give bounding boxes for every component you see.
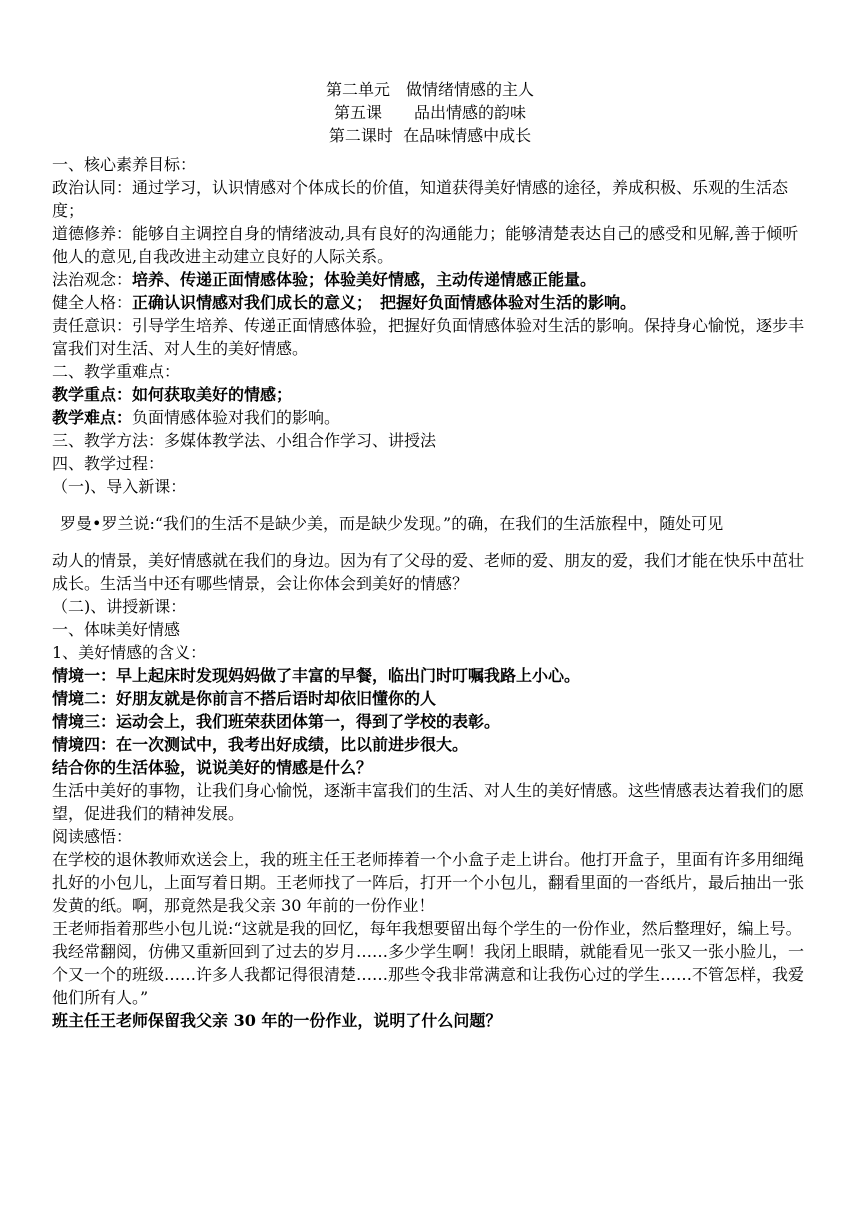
- goal-fazhi: [52, 268, 812, 291]
- answer-paragraph: 生活中美好的事物，让我们身心愉悦，逐渐丰富我们的生活、对人生的美好情感。这些情感表达着我们的愿望，促进我们的精神发展。: [52, 781, 805, 823]
- goal-label: 责任意识：: [52, 316, 133, 335]
- unit-title: 第二单元 做情绪情感的主人: [325, 80, 534, 99]
- goal-label: 健全人格：: [52, 293, 133, 312]
- difficult-text: 负面情感体验对我们的影响。: [132, 408, 341, 427]
- subsection-heading: 1、美好情感的含义：: [52, 643, 207, 662]
- goal-label: 法治观念：: [52, 270, 133, 289]
- goal-text: 引导学生培养、传递正面情感体验，把握好负面情感体验对生活的影响。保持身心愉悦，逐步丰富我们对生活、对人生的美好情感。: [52, 316, 805, 358]
- reading-paragraph: 王老师指着那些小包儿说:“这就是我的回忆，每年我想要留出每个学生的一份作业，然后整理好，编上号。我经常翻阅，仿佛又重新回到了过去的岁月……多少学生啊！我闭上眼睛，就能看见一张又一张小脸儿，一个又一个的班级……许多人我都记得很清楚……那些令我非常满意和让我伤心过的学生……不管怎样，我爱他们所有人。”: [52, 919, 805, 1007]
- goal-jianquan: [52, 291, 812, 314]
- goal-text: 正确认识情感对我们成长的意义； 把握好负面情感体验对生活的影响。: [132, 293, 637, 312]
- goal-text: 能够自主调控自身的情绪波动,具有良好的沟通能力；能够清楚表达自己的感受和见解,善于倾听他人的意见,自我改进主动建立良好的人际关系。: [52, 224, 799, 266]
- scene-item: 情境一：早上起床时发现妈妈做了丰富的早餐，临出门时叮嘱我路上小心。: [52, 666, 581, 685]
- section-heading: 一、核心素养目标：: [52, 155, 197, 174]
- scene-item: 情境四：在一次测试中，我考出好成绩，比以前进步很大。: [52, 735, 469, 754]
- intro-paragraph: 罗曼•罗兰说:“我们的生活不是缺少美，而是缺少发现。”的确，在我们的生活旅程中，随处可见: [60, 514, 724, 533]
- goal-text: 培养、传递正面情感体验；体验美好情感，主动传递情感正能量。: [132, 270, 597, 289]
- discussion-question: 结合你的生活体验，说说美好的情感是什么？: [52, 758, 373, 777]
- goal-daode: [52, 222, 812, 268]
- new-lesson-heading: （二)、讲授新课：: [52, 597, 187, 616]
- section-heading: 四、教学过程：: [52, 454, 165, 473]
- goal-label: 政治认同：: [52, 178, 133, 197]
- goal-text: 通过学习，认识情感对个体成长的价值，知道获得美好情感的途径，养成积极、乐观的生活态度；: [52, 178, 789, 220]
- difficult-label: 教学难点：: [52, 408, 133, 427]
- difficult-point: [52, 406, 812, 429]
- scene-item: 情境二：好朋友就是你前言不搭后语时却依旧懂你的人: [52, 689, 437, 708]
- key-point: [52, 383, 812, 406]
- subsection-heading: 一、体味美好情感: [52, 620, 181, 639]
- reading-paragraph: 在学校的退休教师欢送会上，我的班主任王老师捧着一个小盒子走上讲台。他打开盒子，里面有许多用细绳扎好的小包儿，上面写着日期。王老师找了一阵后，打开一个小包儿，翻看里面的一沓纸片，最后抽出一张发黄的纸。啊，那竟然是我父亲 30 年前的一份作业！: [52, 850, 805, 915]
- goal-zeren: [52, 314, 812, 360]
- key-label: 教学重点：: [52, 385, 133, 404]
- intro-heading: （一)、导入新课：: [52, 477, 187, 496]
- reading-heading: 阅读感悟：: [52, 827, 133, 846]
- scene-item: 情境三：运动会上，我们班荣获团体第一，得到了学校的表彰。: [52, 712, 501, 731]
- key-text: 如何获取美好的情感；: [132, 385, 293, 404]
- goal-label: 道德修养：: [52, 224, 133, 243]
- period-title: 第二课时 在品味情感中成长: [328, 126, 532, 145]
- title-block: [0, 78, 860, 147]
- goal-zhengzhi: [52, 176, 812, 222]
- discussion-question: 班主任王老师保留我父亲 30 年的一份作业，说明了什么问题？: [52, 1011, 502, 1030]
- intro-paragraph-continued: 动人的情景，美好情感就在我们的身边。因为有了父母的爱、老师的爱、朋友的爱，我们才能在快乐中茁壮成长。生活当中还有哪些情景，会让你体会到美好的情感？: [52, 551, 805, 593]
- document-body: [52, 153, 812, 1032]
- teaching-methods: 三、教学方法：多媒体教学法、小组合作学习、讲授法: [52, 431, 437, 450]
- lesson-title: 第五课 品出情感的韵味: [333, 103, 526, 122]
- section-heading: 二、教学重难点：: [52, 362, 181, 381]
